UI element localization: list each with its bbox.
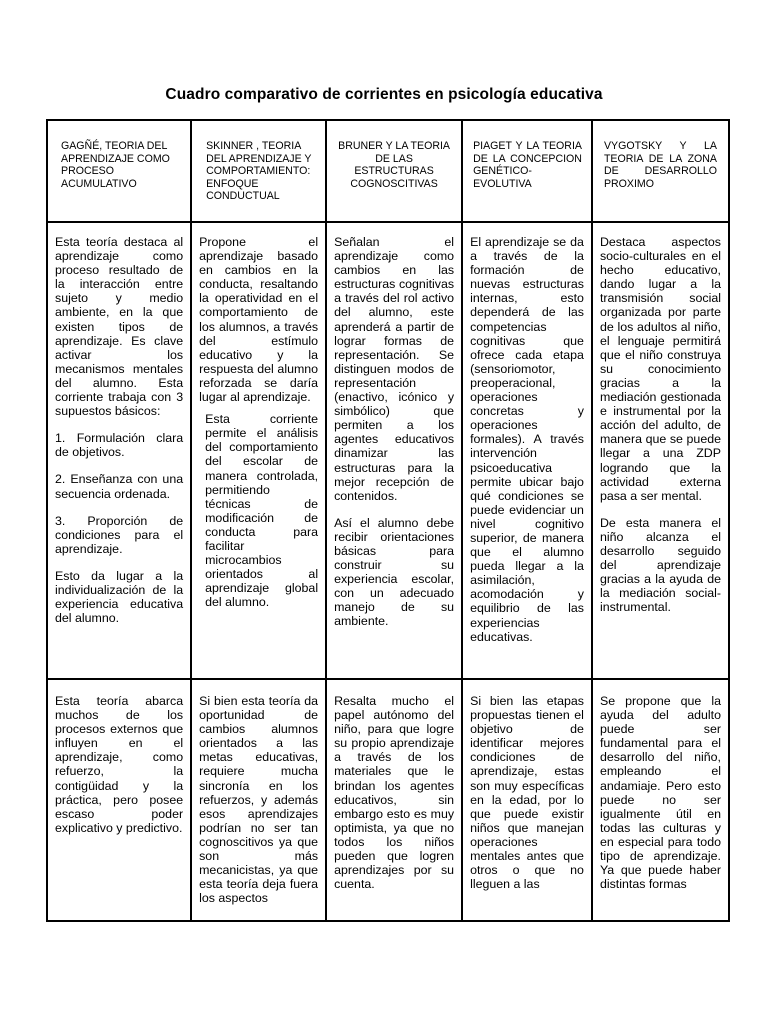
header-skinner bbox=[191, 120, 326, 222]
header-label: BRUNER Y LA TEORIA DE LAS ESTRUCTURAS COGNOSCITIVAS bbox=[338, 140, 450, 190]
paragraph: Si bien las etapas propuestas tienen el objetivo de identificar mejores condiciones de aprendizaje, estas son muy específicas en la edad, por lo que puede existir niños que manejan operaciones mentales antes que otros o que no lleguen a las bbox=[470, 694, 584, 892]
paragraph: De esta manera el niño alcanza el desarrollo seguido del aprendizaje gracias a la ayuda de la mediación social-instrumental. bbox=[599, 515, 721, 615]
description-row bbox=[47, 222, 729, 679]
list-item: 2. Enseñanza con una secuencia ordenada. bbox=[55, 472, 184, 501]
cell-piaget-description bbox=[462, 222, 592, 679]
paragraph: Propone el aprendizaje basado en cambios en la conducta, resaltando la operatividad en el comportamiento de los alumnos, a través del estímulo educativo y la respuesta del alumno reforzada se daría lugar al aprendizaje. bbox=[199, 235, 319, 405]
paragraph: Esta corriente permite el análisis del comportamiento del escolar de manera controlada, permitiendo técnicas de modificación de conducta para facilitar microcambios orientados al aprendizaje global del alumno. bbox=[205, 412, 319, 610]
header-bruner bbox=[326, 120, 462, 222]
cell-vygotsky-critique bbox=[592, 679, 729, 921]
cell-gagne-description bbox=[47, 222, 191, 679]
header-label: SKINNER , TEORIA DEL APRENDIZAJE Y COMPORTAMIENTO: ENFOQUE CONDUCTUAL bbox=[206, 140, 312, 203]
comparison-table bbox=[46, 119, 730, 922]
header-label: PIAGET Y LA TEORIA DE LA CONCEPCION GENÉTICO-EVOLUTIVA bbox=[473, 140, 582, 190]
cell-vygotsky-description bbox=[592, 222, 729, 679]
critique-row bbox=[47, 679, 729, 921]
cell-skinner-critique bbox=[191, 679, 326, 921]
cell-skinner-description bbox=[191, 222, 326, 679]
paragraph: Así el alumno debe recibir orientaciones básicas para construir su experiencia escolar, con un adecuado manejo de su ambiente. bbox=[334, 515, 455, 629]
paragraph: Esta teoría destaca al aprendizaje como proceso resultado de la interacción entre sujeto y medio ambiente, en la que existen tipos de aprendizaje. Es clave activar los mecanismos mentales del alumno. Esta corriente trabaja con 3 supuestos básicos: bbox=[55, 235, 184, 419]
paragraph: Esta teoría abarca muchos de los procesos externos que influyen en el aprendizaje, como refuerzo, la contigüidad y la práctica, pero posee escaso poder explicativo y predictivo. bbox=[55, 694, 184, 835]
paragraph: Se propone que la ayuda del adulto puede ser fundamental para el desarrollo del niño, empleando el andamiaje. Pero esto puede no ser igualmente útil en todas las culturas y en especial para todo tipo de aprendizaje. Ya que puede haber distintas formas bbox=[599, 694, 721, 892]
header-row bbox=[47, 120, 729, 222]
header-label: GAGÑÉ, TEORIA DEL APRENDIZAJE COMO PROCESO ACUMULATIVO bbox=[61, 140, 170, 190]
header-vygotsky bbox=[592, 120, 729, 222]
paragraph: Esto da lugar a la individualización de la experiencia educativa del alumno. bbox=[55, 568, 184, 626]
header-gagne bbox=[47, 120, 191, 222]
paragraph: Señalan el aprendizaje como cambios en las estructuras cognitivas a través del rol activo del alumno, este aprenderá a partir de lograr formas de representación. Se distinguen modos de representación (enactivo, icónico y simbólico) que permiten a los agentes educativos dinamizar las estructuras para la mejor recepción de contenidos. bbox=[334, 235, 455, 503]
list-item: 3. Proporción de condiciones para el aprendizaje. bbox=[55, 513, 184, 556]
header-piaget bbox=[462, 120, 592, 222]
paragraph: Destaca aspectos socio-culturales en el hecho educativo, dando lugar a la transmisión social organizada por parte de los adultos al niño, el lenguaje permitirá que el niño construya su conocimiento gracias a la mediación gestionada e instrumental por la acción del adulto, de manera que se puede llegar a una ZDP logrando que la actividad externa pasa a ser mental. bbox=[599, 235, 721, 503]
cell-bruner-description bbox=[326, 222, 462, 679]
list-item: 1. Formulación clara de objetivos. bbox=[55, 431, 184, 460]
paragraph: El aprendizaje se da a través de la formación de nuevas estructuras internas, esto dependerá de las competencias cognitivas que ofrece cada etapa (sensoriomotor, preoperacional, operaciones concretas y operaciones formales). A través intervención psicoeducativa permite ubicar bajo qué condiciones se puede evidenciar un nivel cognitivo superior, de manera que el alumno pueda llegar a la asimilación, acomodación y equilibrio de las experiencias educativas. bbox=[470, 235, 584, 644]
header-label: VYGOTSKY Y LA TEORIA DE LA ZONA DE DESARROLLO PROXIMO bbox=[603, 140, 717, 190]
cell-piaget-critique bbox=[462, 679, 592, 921]
paragraph: Si bien esta teoría da oportunidad de cambios alumnos orientados a las metas educativas, requiere mucha sincronía en los refuerzos, y además esos aprendizajes podrían no ser tan cognoscitivos ya que son más mecanicistas, ya que esta teoría deja fuera los aspectos bbox=[199, 694, 319, 906]
cell-bruner-critique bbox=[326, 679, 462, 921]
document-title: Cuadro comparativo de corrientes en psicología educativa bbox=[165, 86, 603, 103]
cell-gagne-critique bbox=[47, 679, 191, 921]
paragraph: Resalta mucho el papel autónomo del niño, para que logre su propio aprendizaje a través de los materiales que le brindan los agentes educativos, sin embargo esto es muy optimista, ya que no todos los niños pueden que logren aprendizajes por su cuenta. bbox=[334, 694, 455, 892]
